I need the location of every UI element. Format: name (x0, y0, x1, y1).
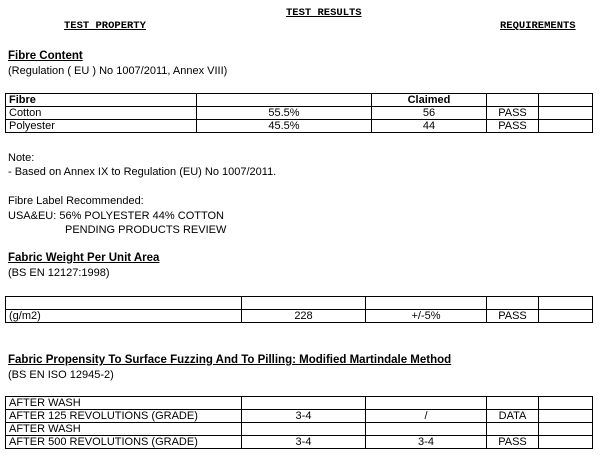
weight-unit: (g/m2) (6, 310, 242, 323)
fibre-claimed: 44 (372, 120, 487, 133)
pilling-condition: AFTER 125 REVOLUTIONS (GRADE) (6, 410, 242, 423)
fibre-name: Cotton (6, 107, 197, 120)
pilling-condition: AFTER WASH (6, 397, 242, 410)
fibre-result: PASS (487, 120, 539, 133)
weight-value: 228 (242, 310, 366, 323)
fibre-content-standard: (Regulation ( EU ) No 1007/2011, Annex VIII) (8, 65, 228, 77)
fibre-table (5, 93, 593, 133)
table-row (6, 310, 593, 323)
fibre-label-heading: Fibre Label Recommended: (8, 195, 144, 207)
note-label: Note: (8, 152, 35, 164)
page-title: TEST RESULTS (286, 7, 362, 19)
fibre-column-header: Fibre (6, 94, 197, 107)
pilling-condition: AFTER WASH (6, 423, 242, 436)
weight-result: PASS (487, 310, 539, 323)
table-row (6, 410, 593, 423)
pilling-grade: 3-4 (242, 410, 366, 423)
pilling-standard: (BS EN ISO 12945-2) (8, 369, 114, 381)
pilling-table (5, 396, 593, 449)
table-row (6, 436, 593, 449)
fibre-value: 45.5% (197, 120, 372, 133)
fibre-label-line: PENDING PRODUCTS REVIEW (65, 224, 227, 236)
test-property-header: TEST PROPERTY (64, 20, 146, 32)
requirements-header: REQUIREMENTS (500, 20, 576, 32)
fibre-claimed: 56 (372, 107, 487, 120)
weight-requirement: +/-5% (366, 310, 487, 323)
pilling-result: DATA (487, 410, 539, 423)
pilling-heading: Fabric Propensity To Surface Fuzzing And To Pilling: Modified Martindale Method (8, 354, 452, 366)
pilling-condition: AFTER 500 REVOLUTIONS (GRADE) (6, 436, 242, 449)
fibre-value: 55.5% (197, 107, 372, 120)
table-row (6, 397, 593, 410)
fibre-content-heading: Fibre Content (8, 50, 83, 62)
weight-table (5, 296, 593, 323)
claimed-column-header: Claimed (372, 94, 487, 107)
fibre-name: Polyester (6, 120, 197, 133)
pilling-requirement: / (366, 410, 487, 423)
note-text: - Based on Annex IX to Regulation (EU) No 1007/2011. (8, 166, 277, 178)
pilling-grade: 3-4 (242, 436, 366, 449)
table-row (6, 120, 593, 133)
table-row (6, 423, 593, 436)
fabric-weight-heading: Fabric Weight Per Unit Area (8, 252, 160, 264)
pilling-result: PASS (487, 436, 539, 449)
fabric-weight-standard: (BS EN 12127:1998) (8, 267, 110, 279)
fibre-label-line: USA&EU: 56% POLYESTER 44% COTTON (8, 210, 224, 222)
fibre-result: PASS (487, 107, 539, 120)
table-header-row (6, 94, 593, 107)
pilling-requirement: 3-4 (366, 436, 487, 449)
table-row (6, 107, 593, 120)
